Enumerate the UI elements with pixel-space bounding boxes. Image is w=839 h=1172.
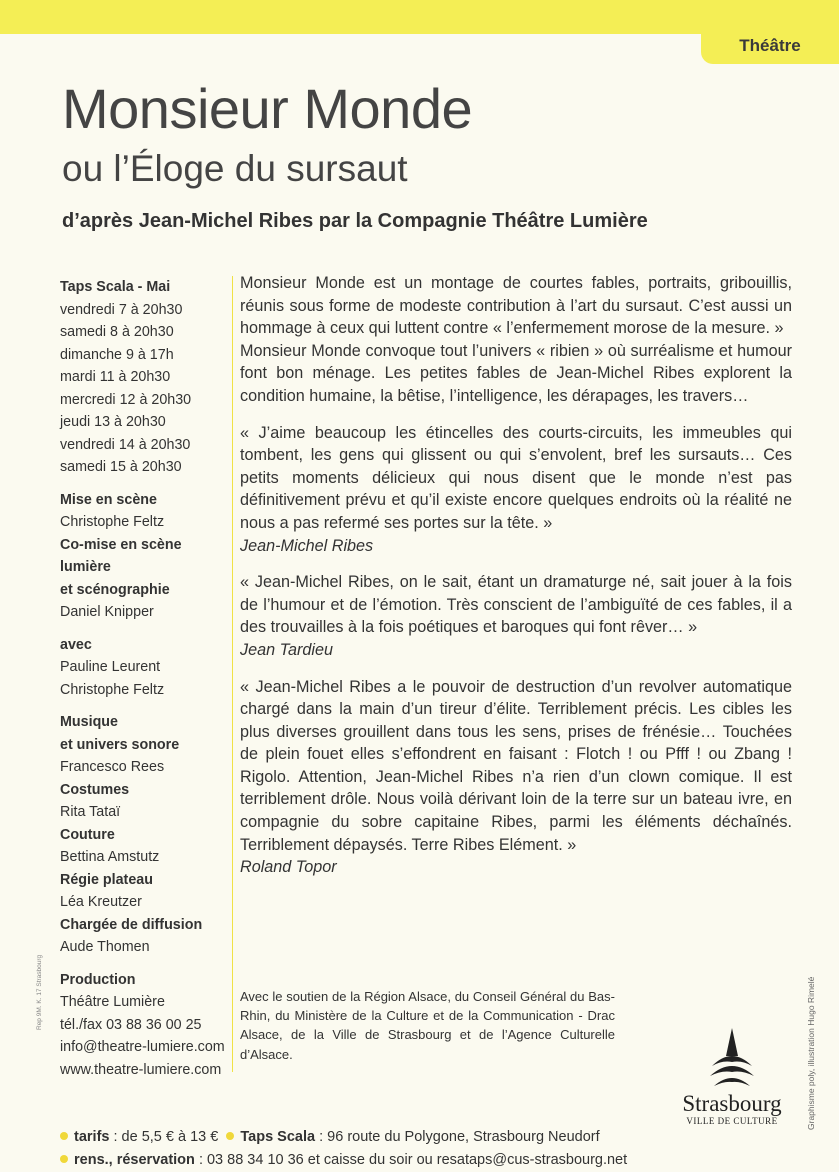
- quote-author: Roland Topor: [240, 858, 337, 877]
- credit-heading: Régie plateau: [60, 871, 153, 888]
- credit-name: Francesco Rees: [60, 759, 165, 775]
- schedule-date: jeudi 13 à 20h30: [60, 414, 166, 430]
- schedule-date: vendredi 7 à 20h30: [60, 301, 183, 318]
- email-link[interactable]: info@theatre-lumiere.com: [60, 1039, 225, 1055]
- credit-heading: Musique: [60, 714, 118, 730]
- quote-paragraph: « J’aime beaucoup les étincelles des courts-circuits, les immeubles qui tombent, les gens qui glissent ou qui s’envolent, bref les sursauts… Ces petits moments délicieux qui nous disent que le monde n’est pas définitivement prévu et qu’il existe encore quelques endroits où la réalité ne nous a pas refermé ses portes sur la tête. »: [240, 423, 792, 532]
- intro-paragraph-2: Monsieur Monde convoque tout l’univers « ribien » où surréalisme et humour font bon ménage. Les petites fables de Jean-Michel Ribes explorent la condition humaine, la bêtise, l’intelligence, les dérapages, les travers…: [240, 341, 792, 405]
- footer-line-1: [60, 1126, 627, 1149]
- tarifs-label: tarifs: [74, 1129, 110, 1145]
- credit-name: Christophe Feltz: [60, 681, 165, 698]
- category-tab: Théâtre: [701, 28, 839, 64]
- byline: d’après Jean-Michel Ribes par la Compagnie Théâtre Lumière: [62, 210, 648, 232]
- venue-label: Taps Scala: [240, 1129, 316, 1145]
- quote-author: Jean Tardieu: [240, 640, 333, 659]
- rens-value: : 03 88 34 10 36 et caisse du soir ou resataps@cus-strasbourg.net: [198, 1152, 628, 1168]
- tarifs-value: : de 5,5 € à 13 €: [113, 1129, 219, 1145]
- cathedral-icon: [706, 1026, 758, 1090]
- credit-name: Léa Kreutzer: [60, 894, 142, 910]
- quote-paragraph: « Jean-Michel Ribes a le pouvoir de destruction d’un revolver automatique chargé dans la main d’un tireur d’élite. Terriblement précis. Les cibles les plus diverses grouillent dans tous les sens, prises de frénésie… Touchées de plein fouet elles s’effondrent en faisant : Flotch ! ou Pfff ! ou Zbang ! Rigolo. Attention, Jean-Michel Ribes n’a rien d’un clown comique. Il est terriblement drôle. Nous voilà dérivant loin de la terre sur un bateau ivre, en compagnie du sobre capitaine Ribes, parmi les éléments déchaînés. Terriblement dépaysés. Terre Ribes Elément. »: [240, 677, 792, 854]
- intro-paragraph: Monsieur Monde est un montage de courtes fables, portraits, gribouillis, réunis sous forme de modeste contribution à l’art du sursaut. C’est aussi un hommage à ceux qui luttent contre « l’enfermement morose de la mesure. »: [240, 274, 792, 338]
- logo-tagline: VILLE DE CULTURE: [686, 1116, 778, 1126]
- credit-heading: avec: [60, 636, 92, 653]
- page-subtitle: ou l’Éloge du sursaut: [62, 148, 408, 189]
- credits-column: [60, 276, 230, 1081]
- column-divider: [232, 276, 233, 1072]
- credit-name: Pauline Leurent: [60, 659, 161, 675]
- credit-heading: lumière: [60, 559, 111, 575]
- website-link[interactable]: www.theatre-lumiere.com: [60, 1061, 222, 1078]
- credit-name: Bettina Amstutz: [60, 849, 160, 865]
- schedule-date: samedi 15 à 20h30: [60, 459, 182, 475]
- phone: tél./fax 03 88 36 00 25: [60, 1016, 202, 1033]
- credit-heading: Mise en scène: [60, 491, 157, 508]
- bullet-icon: [60, 1155, 68, 1163]
- footer-info: [60, 1126, 627, 1172]
- print-credit: Rep 9M. K. 17 Strasbourg: [36, 954, 43, 1030]
- schedule-date: mardi 11 à 20h30: [60, 369, 171, 385]
- credit-heading: Chargée de diffusion: [60, 916, 203, 933]
- credit-name: Daniel Knipper: [60, 604, 154, 620]
- credit-name: Théâtre Lumière: [60, 994, 165, 1010]
- credit-name: Aude Thomen: [60, 939, 150, 955]
- schedule-date: vendredi 14 à 20h30: [60, 436, 191, 453]
- credit-heading: Couture: [60, 826, 115, 843]
- bullet-icon: [60, 1132, 68, 1140]
- credit-heading: Costumes: [60, 781, 130, 798]
- credit-name: Rita Tataï: [60, 804, 121, 820]
- logo-city: Strasbourg: [682, 1091, 782, 1116]
- schedule-date: mercredi 12 à 20h30: [60, 391, 192, 408]
- bullet-icon: [226, 1132, 234, 1140]
- quote-author: Jean-Michel Ribes: [240, 536, 374, 555]
- schedule-heading: Taps Scala - Mai: [60, 279, 171, 295]
- support-notice: Avec le soutien de la Région Alsace, du Conseil Général du Bas-Rhin, du Ministère de la Culture et de la Communication - Drac Alsace, de la Ville de Strasbourg et de l’Agence Culturelle d’Alsace.: [240, 989, 615, 1062]
- rens-label: rens., réservation: [74, 1152, 195, 1168]
- credit-name: Christophe Feltz: [60, 514, 165, 530]
- main-text: [240, 272, 792, 879]
- photo-credit: Graphisme poly, illustration Hugo Rimelé: [806, 976, 816, 1130]
- page-title: Monsieur Monde: [62, 77, 473, 140]
- credit-heading: Co-mise en scène: [60, 536, 182, 553]
- venue-value: : 96 route du Polygone, Strasbourg Neudorf: [319, 1129, 600, 1145]
- schedule-date: samedi 8 à 20h30: [60, 324, 174, 340]
- quote-paragraph: « Jean-Michel Ribes, on le sait, étant un dramaturge né, sait jouer à la fois de l’humour et de l’émotion. Très conscient de l’ambiguïté de ces fables, il a des trouvailles à la fois poétiques et baroques qui font rêver… »: [240, 573, 792, 637]
- credit-heading: et univers sonore: [60, 736, 180, 753]
- credit-heading: Production: [60, 971, 136, 988]
- schedule-date: dimanche 9 à 17h: [60, 346, 174, 363]
- strasbourg-logo: [676, 1026, 788, 1146]
- credit-heading: et scénographie: [60, 581, 170, 598]
